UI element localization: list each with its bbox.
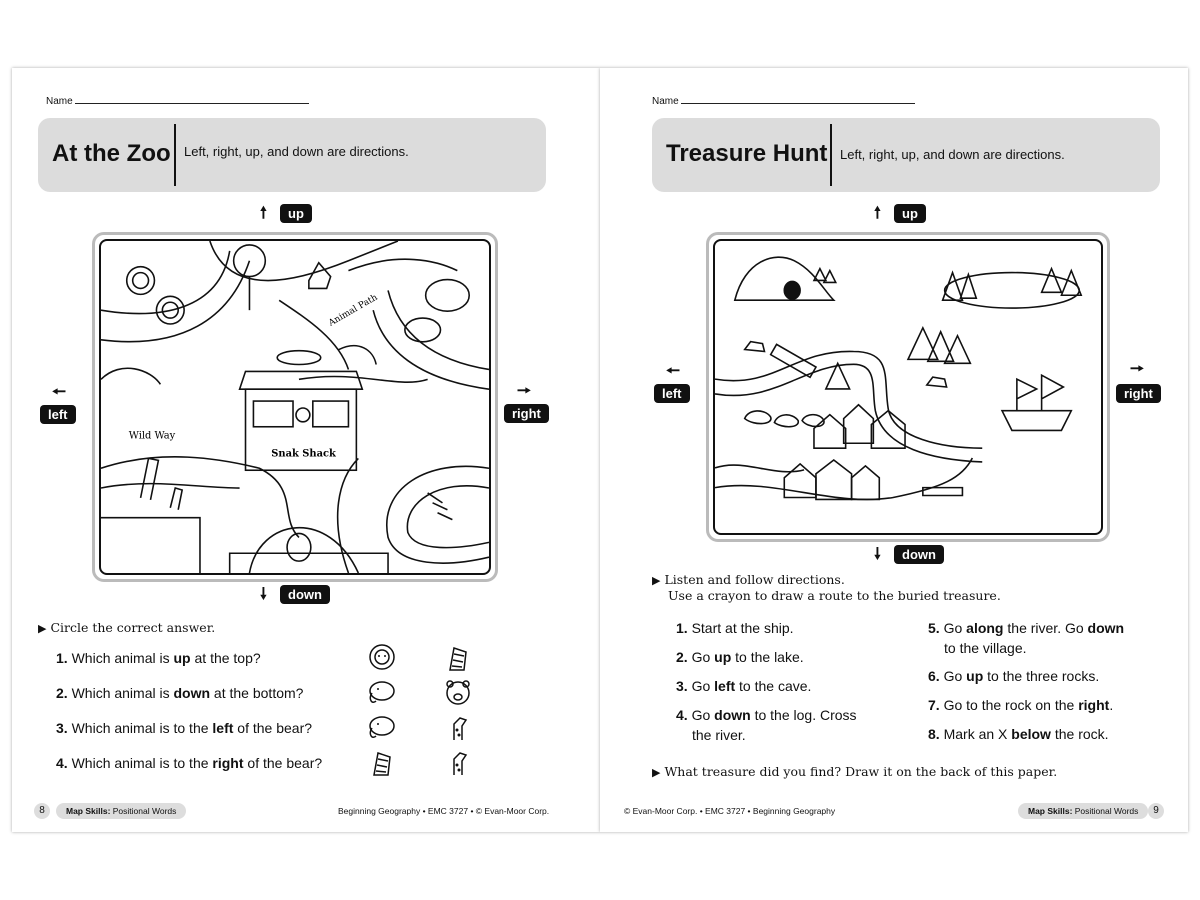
step-5 (928, 618, 1124, 658)
left-arrow-icon: 🠔 (666, 363, 681, 380)
right-arrow-icon: 🠖 (517, 383, 532, 400)
step-keyword: up (966, 668, 984, 684)
left-arrow-icon: 🠔 (52, 384, 67, 401)
elephant-icon[interactable] (366, 712, 398, 742)
treasure-map (706, 232, 1110, 542)
question-text: at the top? (190, 650, 261, 666)
step-number: 5. (928, 620, 944, 636)
up-label: up (280, 204, 312, 223)
step-text: Go (691, 649, 715, 665)
step-text-continued: to the village. (944, 640, 1027, 656)
question-2 (56, 685, 303, 701)
step-text: the river. Go (1003, 620, 1088, 636)
question-text: Which animal is (71, 685, 174, 701)
up-label: up (894, 204, 926, 223)
step-3 (676, 676, 811, 696)
step-text: to the cave. (735, 678, 812, 694)
footer-credit: Beginning Geography • EMC 3727 • © Evan-Moor Corp. (338, 806, 550, 816)
step-text: Go to the rock on the (943, 697, 1079, 713)
triangle-bullet-icon: ▶ (652, 766, 661, 779)
name-underline (681, 94, 915, 104)
right-label: right (1116, 384, 1161, 403)
page-number: 9 (1148, 803, 1164, 819)
question-number: 3. (56, 720, 72, 736)
page-title: At the Zoo (52, 140, 171, 167)
step-text: . (1109, 697, 1114, 713)
step-text: the rock. (1050, 726, 1109, 742)
step-keyword: down (1087, 620, 1125, 636)
treasure-map-illustration (715, 241, 1101, 533)
left-page (12, 68, 600, 832)
step-keyword: below (1011, 726, 1051, 742)
zebra-icon[interactable] (442, 642, 474, 672)
step-text: to the three rocks. (983, 668, 1100, 684)
step-text: Go (691, 678, 715, 694)
instruction: ▶ Listen and follow directions. (652, 572, 845, 587)
down-arrow-icon: 🠗 (260, 586, 267, 603)
step-8 (928, 724, 1109, 744)
step-text: to the lake. (731, 649, 804, 665)
right-arrow-icon: 🠖 (1130, 361, 1145, 378)
step-number: 6. (928, 668, 944, 684)
name-field: Name (46, 94, 309, 107)
page-number: 8 (34, 803, 50, 819)
title-divider (174, 124, 176, 186)
final-question: ▶ What treasure did you find? Draw it on the back of this paper. (652, 764, 1058, 779)
left-label: left (40, 405, 76, 424)
question-4 (56, 755, 322, 771)
name-field: Name (652, 94, 915, 107)
down-label: down (894, 545, 944, 564)
footer-topic: Map Skills: Positional Words (1018, 803, 1148, 819)
animal-path-label: Animal Path (327, 292, 380, 329)
bear-icon[interactable] (442, 677, 474, 707)
step-keyword: down (714, 707, 751, 723)
up-arrow-icon: 🠕 (874, 205, 881, 222)
page-subtitle: Left, right, up, and down are directions. (184, 144, 409, 159)
up-arrow-icon: 🠕 (260, 205, 267, 222)
title-divider (830, 124, 832, 186)
giraffe-icon[interactable] (442, 747, 474, 777)
down-arrow-icon: 🠗 (874, 546, 881, 563)
wild-way-label: Wild Way (128, 430, 176, 442)
step-6 (928, 666, 1099, 686)
question-1 (56, 650, 261, 666)
footer-topic: Map Skills: Positional Words (56, 803, 186, 819)
step-2 (676, 647, 804, 667)
lion-icon[interactable] (366, 642, 398, 672)
zoo-map-illustration (101, 241, 489, 573)
step-text: Go (943, 620, 967, 636)
step-number: 2. (676, 649, 692, 665)
instruction: ▶ Circle the correct answer. (38, 620, 216, 635)
question-keyword: up (173, 650, 191, 666)
left-label: left (654, 384, 690, 403)
question-keyword: right (212, 755, 244, 771)
step-text: Go (943, 668, 967, 684)
name-underline (75, 94, 309, 104)
instruction-line-2: Use a crayon to draw a route to the buried treasure. (668, 588, 1001, 603)
giraffe-icon[interactable] (442, 712, 474, 742)
title-banner (38, 118, 546, 192)
question-keyword: left (212, 720, 234, 736)
step-number: 7. (928, 697, 944, 713)
snack-shack-sign: Snak Shack (271, 448, 336, 460)
question-text: Which animal is (71, 650, 174, 666)
question-text: Which animal is to the (71, 720, 213, 736)
elephant-icon[interactable] (366, 677, 398, 707)
question-3 (56, 720, 312, 736)
step-keyword: left (714, 678, 736, 694)
question-text: of the bear? (233, 720, 313, 736)
step-text-continued: the river. (692, 727, 746, 743)
step-1 (676, 618, 794, 638)
question-keyword: down (173, 685, 211, 701)
step-number: 1. (676, 620, 692, 636)
right-page (600, 68, 1188, 832)
step-keyword: up (714, 649, 732, 665)
step-number: 8. (928, 726, 944, 742)
step-keyword: right (1078, 697, 1110, 713)
zoo-map-drawing (99, 239, 491, 575)
triangle-bullet-icon: ▶ (652, 574, 661, 587)
page-title: Treasure Hunt (666, 140, 828, 167)
down-label: down (280, 585, 330, 604)
footer-credit: © Evan-Moor Corp. • EMC 3727 • Beginning Geography (624, 806, 836, 816)
step-text: Mark an X (943, 726, 1012, 742)
question-number: 2. (56, 685, 72, 701)
step-text: Go (691, 707, 715, 723)
step-keyword: along (966, 620, 1004, 636)
question-number: 1. (56, 650, 72, 666)
step-text: Start at the ship. (691, 620, 794, 636)
question-text: at the bottom? (210, 685, 304, 701)
question-number: 4. (56, 755, 72, 771)
question-text: Which animal is to the (71, 755, 213, 771)
right-label: right (504, 404, 549, 423)
zoo-map (92, 232, 498, 582)
step-4 (676, 705, 857, 745)
question-text: of the bear? (243, 755, 323, 771)
page-subtitle: Left, right, up, and down are directions. (840, 147, 1065, 162)
step-number: 4. (676, 707, 692, 723)
treasure-map-drawing (713, 239, 1103, 535)
triangle-bullet-icon: ▶ (38, 622, 47, 635)
step-number: 3. (676, 678, 692, 694)
step-7 (928, 695, 1113, 715)
zebra-icon[interactable] (366, 747, 398, 777)
title-banner (652, 118, 1160, 192)
step-text: to the log. Cross (750, 707, 857, 723)
